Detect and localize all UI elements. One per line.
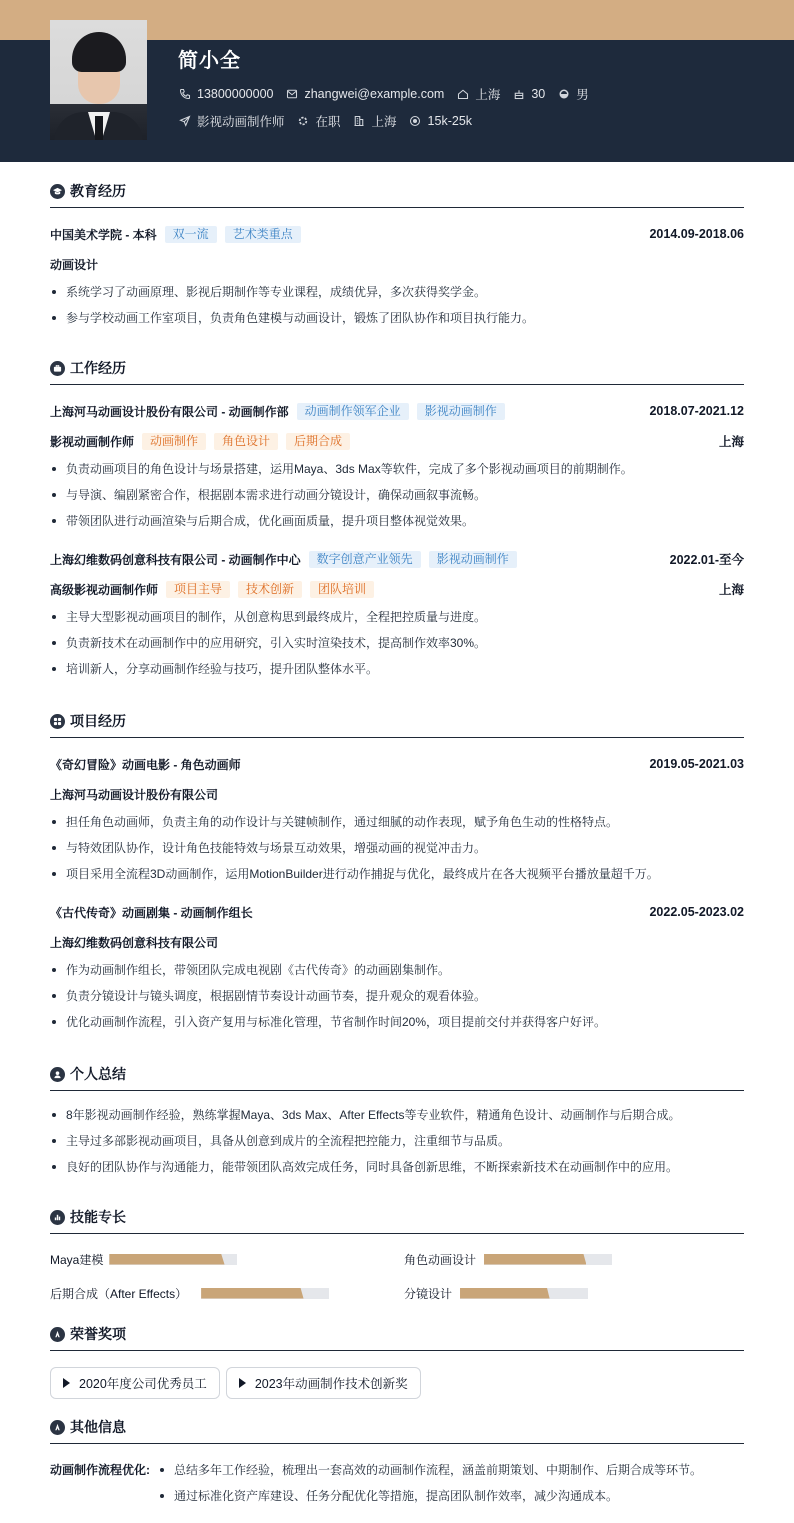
project-entry-header <box>50 754 744 774</box>
role-name: 影视动画制作师 <box>50 434 135 449</box>
project-name: 《古代传奇》动画剧集 - 动画制作组长 <box>50 905 253 920</box>
skill-item <box>404 1283 588 1303</box>
company-name: 上海幻维数码创意科技有限公司 - 动画制作中心 <box>50 552 301 567</box>
skill-item <box>50 1249 237 1269</box>
role-tag: 动画制作 <box>142 433 206 450</box>
role-row <box>50 431 744 451</box>
work-date: 2018.07-2021.12 <box>649 404 744 418</box>
education-bullets <box>50 279 744 331</box>
list-item: 主导过多部影视动画项目，具备从创意到成片的全流程把控能力，注重细节与品质。 <box>50 1128 744 1154</box>
gender-icon <box>557 88 570 101</box>
company-tag: 影视动画制作 <box>417 403 505 420</box>
user-icon <box>50 1067 65 1082</box>
list-item: 良好的团队协作与沟通能力，能带领团队高效完成任务，同时具备创新思维，不断探索新技术在动画制作中的应用。 <box>50 1154 744 1180</box>
other-item <box>50 1457 744 1517</box>
major-row <box>50 254 744 274</box>
list-item: 总结多年工作经验，梳理出一套高效的动画制作流程，涵盖前期策划、中期制作、后期合成等环节。 <box>158 1457 702 1483</box>
role-tag: 角色设计 <box>214 433 278 450</box>
status-icon <box>297 115 310 128</box>
skill-item <box>50 1283 329 1303</box>
section-header: 教育经历 <box>50 181 744 201</box>
project-company: 上海幻维数码创意科技有限公司 <box>50 935 219 950</box>
school-tag: 艺术类重点 <box>225 226 301 243</box>
section-header: 其他信息 <box>50 1417 744 1437</box>
award-item: 2023年动画制作技术创新奖 <box>226 1367 421 1399</box>
award-item: 2020年度公司优秀员工 <box>50 1367 220 1399</box>
status-item: 在职 <box>297 112 341 130</box>
summary-bullets <box>50 1102 744 1180</box>
skill-name: 角色动画设计 <box>404 1252 477 1267</box>
major-name: 动画设计 <box>50 257 99 272</box>
role-tag: 后期合成 <box>286 433 350 450</box>
project-company-row <box>50 932 744 952</box>
list-item: 通过标准化资产库建设、任务分配优化等措施，提高团队制作效率，减少沟通成本。 <box>158 1483 702 1509</box>
skill-bar <box>460 1288 588 1299</box>
skill-item <box>404 1249 612 1269</box>
job-intent-row <box>178 112 484 130</box>
salary-icon <box>409 115 422 128</box>
gender-item: 男 <box>557 85 589 103</box>
list-item: 主导大型影视动画项目的制作，从创意构思到最终成片，全程把控质量与进度。 <box>50 604 744 630</box>
role-tag: 团队培训 <box>310 581 374 598</box>
work-bullets <box>50 456 744 534</box>
role-row <box>50 579 744 599</box>
education-entry-header <box>50 224 744 244</box>
skill-bar-fill <box>109 1254 224 1265</box>
section-header: 项目经历 <box>50 711 744 731</box>
info-icon <box>50 1420 65 1435</box>
cake-icon <box>512 88 525 101</box>
skill-bar-fill <box>201 1288 303 1299</box>
skills-section <box>50 1207 744 1307</box>
triangle-right-icon <box>63 1378 70 1388</box>
awards-list <box>50 1367 744 1399</box>
role-name: 高级影视动画制作师 <box>50 582 159 597</box>
list-item: 优化动画制作流程，引入资产复用与标准化管理，节省制作时间20%，项目提前交付并获得客户好评。 <box>50 1009 744 1035</box>
target-job-item: 影视动画制作师 <box>178 112 285 130</box>
hometown-item: 上海 <box>456 85 500 103</box>
skill-bar <box>484 1254 612 1265</box>
work-date: 2022.01-至今 <box>669 553 744 567</box>
education-section <box>50 181 744 331</box>
role-tag: 项目主导 <box>166 581 230 598</box>
section-header: 技能专长 <box>50 1207 744 1227</box>
section-divider <box>50 1443 744 1444</box>
section-header: 工作经历 <box>50 358 744 378</box>
project-entry-header <box>50 902 744 922</box>
list-item: 8年影视动画制作经验，熟练掌握Maya、3ds Max、After Effects等专业软件，精通角色设计、动画制作与后期合成。 <box>50 1102 744 1128</box>
skill-name: Maya建模 <box>50 1252 104 1267</box>
candidate-name: 简小全 <box>178 50 241 72</box>
grid-icon <box>50 714 65 729</box>
project-bullets <box>50 957 744 1035</box>
graduation-cap-icon <box>50 184 65 199</box>
briefcase-icon <box>50 361 65 376</box>
project-company: 上海河马动画设计股份有限公司 <box>50 787 219 802</box>
list-item: 参与学校动画工作室项目，负责角色建模与动画设计，锻炼了团队协作和项目执行能力。 <box>50 305 744 331</box>
home-icon <box>456 88 469 101</box>
skill-name: 分镜设计 <box>404 1286 453 1301</box>
other-item-label: 动画制作流程优化: <box>50 1463 150 1477</box>
work-location: 上海 <box>718 583 744 597</box>
list-item: 担任角色动画师，负责主角的动作设计与关键帧制作，通过细腻的动作表现，赋予角色生动的性格特点。 <box>50 809 744 835</box>
skill-name: 后期合成（After Effects） <box>50 1286 188 1301</box>
work-entry-header <box>50 401 744 421</box>
work-entry-header <box>50 549 744 569</box>
summary-section <box>50 1064 744 1180</box>
list-item: 负责新技术在动画制作中的应用研究，引入实时渲染技术，提高制作效率30%。 <box>50 630 744 656</box>
list-item: 培训新人，分享动画制作经验与技巧，提升团队整体水平。 <box>50 656 744 682</box>
list-item: 项目采用全流程3D动画制作，运用MotionBuilder进行动作捕捉与优化，最终成片在各大视频平台播放量超千万。 <box>50 861 744 887</box>
project-date: 2019.05-2021.03 <box>649 757 744 771</box>
list-item: 作为动画制作组长，带领团队完成电视剧《古代传奇》的动画剧集制作。 <box>50 957 744 983</box>
list-item: 与导演、编剧紧密合作，根据剧本需求进行动画分镜设计，确保动画叙事流畅。 <box>50 482 744 508</box>
triangle-right-icon <box>239 1378 246 1388</box>
salary-item: 15k-25k <box>409 114 472 128</box>
company-tag: 动画制作领军企业 <box>297 403 409 420</box>
project-bullets <box>50 809 744 887</box>
education-date: 2014.09-2018.06 <box>649 227 744 241</box>
award-icon <box>50 1327 65 1342</box>
target-city-item: 上海 <box>353 112 397 130</box>
project-company-row <box>50 784 744 804</box>
mail-icon <box>285 88 298 101</box>
project-name: 《奇幻冒险》动画电影 - 角色动画师 <box>50 757 241 772</box>
other-section <box>50 1417 744 1523</box>
project-date: 2022.05-2023.02 <box>649 905 744 919</box>
company-tag: 数字创意产业领先 <box>309 551 421 568</box>
work-bullets <box>50 604 744 682</box>
role-tag: 技术创新 <box>238 581 302 598</box>
section-header: 荣誉奖项 <box>50 1324 744 1344</box>
age-item: 30 <box>512 87 545 101</box>
phone-item: 13800000000 <box>178 87 273 101</box>
list-item: 负责分镜设计与镜头调度，根据剧情节奏设计动画节奏，提升观众的观看体验。 <box>50 983 744 1009</box>
send-icon <box>178 115 191 128</box>
section-header: 个人总结 <box>50 1064 744 1084</box>
list-item: 与特效团队协作，设计角色技能特效与场景互动效果，增强动画的视觉冲击力。 <box>50 835 744 861</box>
skill-bar <box>109 1254 237 1265</box>
company-tag: 影视动画制作 <box>429 551 517 568</box>
contact-info-row <box>178 85 601 103</box>
skill-bar-fill <box>484 1254 586 1265</box>
skill-bar <box>201 1288 329 1299</box>
building-icon <box>353 115 366 128</box>
work-location: 上海 <box>718 435 744 449</box>
avatar-photo <box>50 20 147 140</box>
chart-icon <box>50 1210 65 1225</box>
work-section <box>50 358 744 682</box>
school-tag: 双一流 <box>165 226 217 243</box>
list-item: 系统学习了动画原理、影视后期制作等专业课程，成绩优异，多次获得奖学金。 <box>50 279 744 305</box>
email-item: zhangwei@example.com <box>285 87 444 101</box>
school-name: 中国美术学院 - 本科 <box>50 227 157 242</box>
list-item: 带领团队进行动画渲染与后期合成，优化画面质量，提升项目整体视觉效果。 <box>50 508 744 534</box>
phone-icon <box>178 88 191 101</box>
list-item: 负责动画项目的角色设计与场景搭建，运用Maya、3ds Max等软件，完成了多个影视动画项目的前期制作。 <box>50 456 744 482</box>
skill-bar-fill <box>460 1288 550 1299</box>
section-divider <box>50 1233 744 1234</box>
company-name: 上海河马动画设计股份有限公司 - 动画制作部 <box>50 404 289 419</box>
other-bullets <box>158 1457 702 1509</box>
awards-section <box>50 1324 744 1399</box>
projects-section <box>50 711 744 1035</box>
